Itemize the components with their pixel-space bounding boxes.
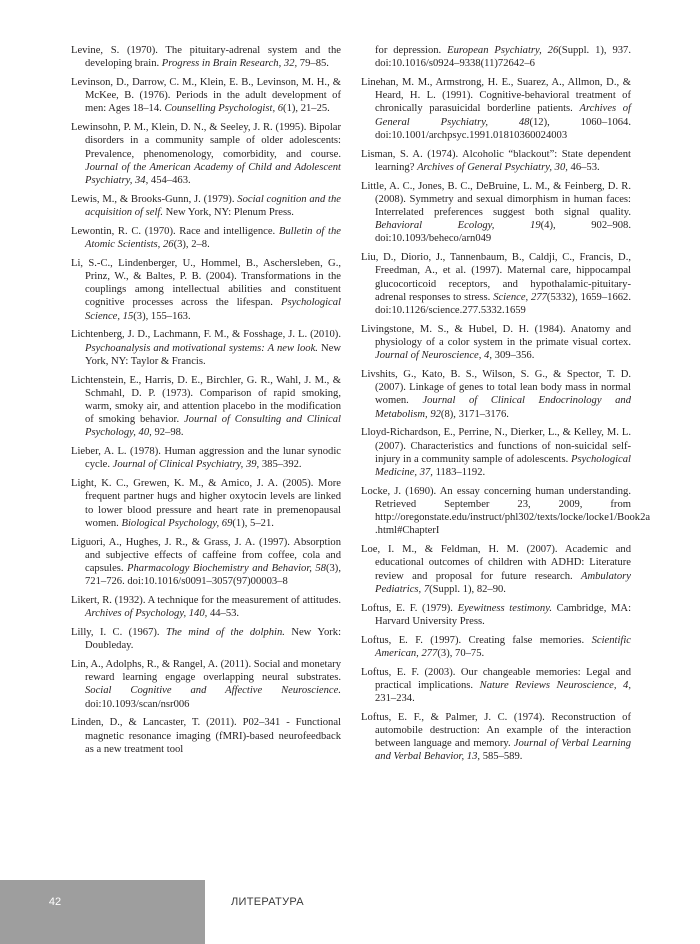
reference-entry bbox=[71, 445, 341, 471]
reference-details: 309–356. bbox=[492, 350, 535, 362]
reference-details: Cambridge, MA: Harvard University Press. bbox=[375, 602, 632, 627]
reference-entry bbox=[71, 374, 341, 440]
reference-source-title: Journal of Clinical Endocrinology and Metabolism, 92 bbox=[375, 395, 632, 420]
reference-text: Livingstone, M. S., & Hubel, D. H. (1984). Anatomy and physiology of a color system in the primate visual cortex. bbox=[361, 323, 631, 349]
reference-details: (12), 1060–1064. doi:10.1001/archpsyc.1991.01810360024003 bbox=[375, 116, 631, 141]
reference-entry bbox=[361, 323, 631, 363]
reference-entry bbox=[361, 426, 631, 479]
reference-details: New York: Doubleday. bbox=[85, 627, 342, 652]
reference-text: Loftus, E. F. (1997). Creating false memories. bbox=[361, 634, 592, 646]
reference-source-title: Progress in Brain Research, 32, bbox=[161, 58, 298, 70]
reference-source-title: Scientific American, 277 bbox=[375, 634, 631, 659]
reference-details: 92–98. bbox=[151, 427, 184, 439]
reference-entry bbox=[361, 76, 631, 142]
reference-details: 79–85. bbox=[297, 58, 329, 70]
reference-details: (3), 2–8. bbox=[173, 239, 210, 251]
reference-entry bbox=[361, 148, 631, 174]
reference-details: (Suppl. 1), 82–90. bbox=[429, 583, 506, 595]
reference-details: 585–589. bbox=[480, 751, 523, 763]
page-number: 42 bbox=[48, 896, 62, 908]
reference-entry bbox=[71, 44, 341, 70]
reference-details: 385–392. bbox=[259, 459, 302, 471]
reference-source-title: Psychological Medicine, 37, bbox=[375, 453, 631, 479]
reference-source-title: Psychological Science, 15 bbox=[85, 297, 341, 322]
reference-entry bbox=[71, 328, 341, 368]
reference-text: Lichtenberg, J. D., Lachmann, F. M., & Fosshage, J. L. (2010). bbox=[71, 329, 341, 341]
references-column-right bbox=[361, 44, 651, 769]
reference-text: Lisman, S. A. (1974). Alcoholic “blackout”: State dependent learning? bbox=[361, 148, 631, 173]
reference-entry bbox=[361, 543, 631, 596]
reference-text: Lewinsohn, P. M., Klein, D. N., & Seeley, J. R. (1995). Bipolar disorders in a community sample of older adolescents: Prevalence, phenomenology, comorbidity, and course. bbox=[71, 122, 341, 160]
reference-source-title: Biological Psychology, 69 bbox=[121, 517, 233, 529]
reference-source-title: Archives of General Psychiatry, 30, bbox=[417, 161, 568, 173]
reference-details: (8), 3171–3176. bbox=[440, 408, 509, 420]
reference-entry bbox=[71, 76, 341, 116]
reference-entry bbox=[71, 626, 341, 652]
reference-details: (3), 70–75. bbox=[437, 647, 485, 659]
reference-source-title: Journal of Verbal Learning and Verbal Behavior, 13, bbox=[375, 738, 631, 763]
reference-text: Livshits, G., Kato, B. S., Wilson, S. G., & Spector, T. D. (2007). Linkage of genes to total lean body mass in normal women. bbox=[361, 369, 631, 407]
page-footer bbox=[0, 880, 700, 944]
reference-details: (4), 902–908. doi:10.1093/beheco/arn049 bbox=[375, 220, 631, 245]
reference-source-title: Journal of Consulting and Clinical Psychology, 40, bbox=[85, 414, 342, 439]
reference-text: Levine, S. (1970). The pituitary-adrenal system and the developing brain. bbox=[71, 45, 341, 70]
reference-text: Linden, D., & Lancaster, T. (2011). P02–341 - Functional magnetic resonance imaging (fMRI)-based neurofeedback as a new treatment tool bbox=[71, 717, 341, 755]
reference-entry bbox=[71, 716, 341, 756]
reference-details: (3), 721–726. doi:10.1016/s0091–3057(97)00003–8 bbox=[85, 563, 341, 588]
reference-entry bbox=[361, 666, 631, 706]
reference-text: Lieber, A. L. (1978). Human aggression and the lunar synodic cycle. bbox=[71, 446, 341, 471]
section-title: ЛИТЕРАТУРА bbox=[231, 896, 304, 908]
reference-entry bbox=[361, 485, 651, 538]
reference-text: Little, A. C., Jones, B. C., DeBruine, L. M., & Feinberg, D. R. (2008). Symmetry and sexual dimorphism in human faces: Interrelated preferences suggest both signal quality. bbox=[361, 180, 631, 219]
reference-entry bbox=[71, 193, 341, 219]
reference-details: doi:10.1093/scan/nsr006 bbox=[85, 698, 190, 710]
reference-text: Likert, R. (1932). A technique for the measurement of attitudes. bbox=[71, 595, 341, 607]
reference-details: 46–53. bbox=[567, 161, 600, 173]
reference-source-title: Journal of Neuroscience, 4, bbox=[375, 350, 492, 362]
reference-source-title: The mind of the dolphin. bbox=[165, 627, 285, 639]
reference-details: 44–53. bbox=[207, 608, 240, 620]
reference-details: 1183–1192. bbox=[432, 467, 486, 479]
reference-text: Locke, J. (1690). An essay concerning human understanding. Retrieved September 23, 2009, from http://oregonstate.edu/instruct/phl302/texts/locke/locke1/Book2a .html#ChapterI bbox=[361, 485, 651, 537]
reference-details: New York, NY: Taylor & Francis. bbox=[85, 342, 341, 367]
reference-text: Loftus, E. F. (2003). Our changeable memories: Legal and practical implications. bbox=[361, 666, 631, 691]
reference-text: Lewis, M., & Brooks-Gunn, J. (1979). bbox=[71, 193, 238, 205]
reference-source-title: Behavioral Ecology, 19 bbox=[375, 220, 541, 232]
references-column-left bbox=[71, 44, 341, 762]
reference-entry bbox=[361, 368, 631, 421]
footer-gray-bar bbox=[0, 880, 205, 944]
reference-entry bbox=[361, 180, 631, 246]
reference-text: Loftus, E. F., & Palmer, J. C. (1974). Reconstruction of automobile destruction: An example of the interaction between language and memory. bbox=[361, 711, 631, 750]
reference-source-title: Psychoanalysis and motivational systems: A new look. bbox=[85, 342, 318, 354]
reference-entry bbox=[361, 634, 631, 660]
reference-entry bbox=[361, 44, 631, 70]
reference-source-title: Archives of Psychology, 140, bbox=[85, 608, 208, 620]
reference-text: Liu, D., Diorio, J., Tannenbaum, B., Caldji, C., Francis, D., Freedman, A., et al. (1997). Maternal care, hippocampal glucocorticoid receptors, and hypothalamic-pituitary- adrenal responses to stress. bbox=[361, 252, 631, 303]
reference-entry bbox=[71, 536, 341, 589]
reference-details: 454–463. bbox=[148, 175, 191, 187]
reference-source-title: Archives of General Psychiatry, 48 bbox=[375, 103, 632, 128]
reference-source-title: Bulletin of the Atomic Scientists, 26 bbox=[85, 225, 341, 251]
reference-source-title: Social Cognitive and Affective Neuroscience. bbox=[85, 685, 341, 697]
reference-text: Lichtenstein, E., Harris, D. E., Birchler, G. R., Wahl, J. M., & Schmahl, D. P. (1973). Comparison of rapid smoking, warm, smoky air, and attention placebo in the modification of smoking behavior. bbox=[71, 374, 341, 426]
reference-entry bbox=[71, 658, 341, 711]
reference-source-title: Journal of the American Academy of Child and Adolescent Psychiatry, 34, bbox=[85, 161, 341, 187]
reference-source-title: Eyewitness testimony. bbox=[457, 602, 552, 614]
reference-details: (1), 21–25. bbox=[283, 103, 330, 115]
reference-text: for depression. bbox=[375, 45, 448, 56]
reference-details: (3), 155–163. bbox=[133, 310, 191, 322]
reference-text: Loe, I. M., & Feldman, H. M. (2007). Academic and educational outcomes of children with ADHD: Literature review and proposal for future research. bbox=[361, 544, 631, 582]
reference-text: Light, K. C., Grewen, K. M., & Amico, J. A. (2005). More frequent partner hugs and higher oxytocin levels are linked to lower blood pressure and heart rate in premenopausal women. bbox=[71, 478, 341, 529]
reference-entry bbox=[71, 594, 341, 620]
reference-entry bbox=[361, 251, 631, 317]
reference-source-title: Ambulatory Pediatrics, 7 bbox=[375, 570, 631, 595]
reference-source-title: Science, 277 bbox=[493, 291, 547, 303]
reference-text: Lewontin, R. C. (1970). Race and intelligence. bbox=[71, 225, 279, 237]
reference-details: (5332), 1659–1662. doi:10.1126/science.277.5332.1659 bbox=[375, 291, 631, 317]
reference-details: (Suppl. 1), 937. doi:10.1016/s0924–9338(11)72642–6 bbox=[375, 45, 631, 70]
reference-text: Liguori, A., Hughes, J. R., & Grass, J. A. (1997). Absorption and subjective effects of caffeine from coffee, cola and capsules. bbox=[71, 536, 341, 575]
reference-text: Loftus, E. F. (1979). bbox=[361, 602, 458, 614]
reference-entry bbox=[71, 225, 341, 251]
reference-entry bbox=[361, 711, 631, 764]
reference-text: Lloyd-Richardson, E., Perrine, N., Dierker, L., & Kelley, M. L. (2007). Characteristics and functions of non-suicidal self-injury in a community sample of adolescents. bbox=[361, 427, 631, 465]
reference-details: (1), 5–21. bbox=[232, 517, 274, 529]
reference-entry bbox=[71, 121, 341, 187]
reference-text: Linehan, M. M., Armstrong, H. E., Suarez, A., Allmon, D., & Heard, H. L. (1991). Cognitive-behavioral treatment of chronically parasuicidal borderline patients. bbox=[361, 77, 631, 115]
reference-details: 231–234. bbox=[375, 693, 415, 705]
reference-entry bbox=[71, 257, 341, 323]
reference-details: New York, NY: Plenum Press. bbox=[162, 207, 294, 219]
reference-source-title: Nature Reviews Neuroscience, 4, bbox=[479, 679, 631, 691]
reference-text: Lilly, I. C. (1967). bbox=[71, 627, 166, 639]
reference-text: Li, S.-C., Lindenberger, U., Hommel, B., Aschersleben, G., Prinz, W., & Baltes, P. B. (2004). Transformations in the couplings among intellectual abilities and constituent cognitive processes across the lifespan. bbox=[71, 257, 341, 309]
reference-source-title: Social cognition and the acquisition of self. bbox=[85, 193, 342, 219]
reference-entry bbox=[71, 477, 341, 530]
reference-entry bbox=[361, 602, 631, 628]
reference-source-title: Pharmacology Biochemistry and Behavior, 58 bbox=[127, 563, 326, 575]
reference-source-title: Counselling Psychologist, 6 bbox=[164, 103, 284, 115]
reference-text: Lin, A., Adolphs, R., & Rangel, A. (2011). Social and monetary reward learning engage overlapping neural substrates. bbox=[71, 659, 341, 684]
reference-source-title: Journal of Clinical Psychiatry, 39, bbox=[112, 459, 260, 471]
reference-source-title: European Psychiatry, 26 bbox=[447, 45, 559, 56]
reference-text: Levinson, D., Darrow, C. M., Klein, E. B., Levinson, M. H., & McKee, B. (1976). Periods in the adult development of men: Ages 18–14. bbox=[71, 77, 341, 115]
